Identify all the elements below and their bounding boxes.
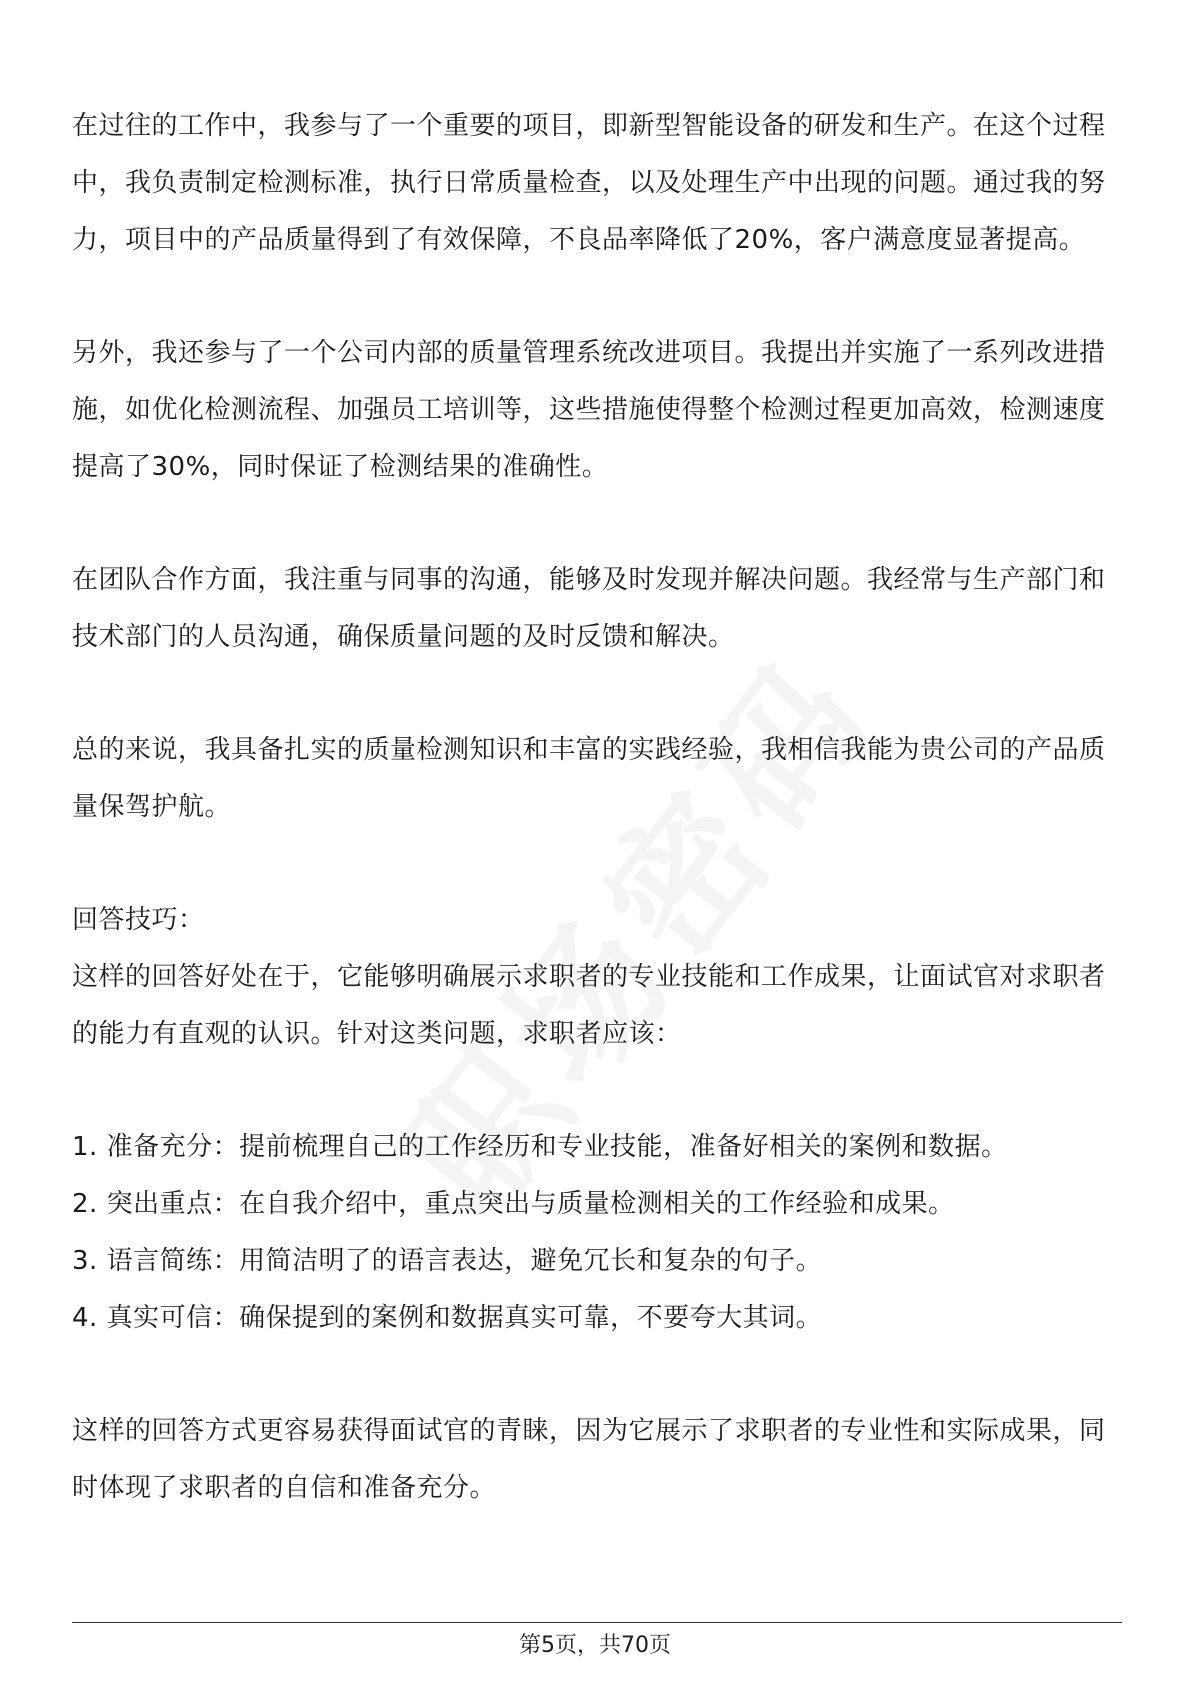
paragraph-summary: 总的来说，我具备扎实的质量检测知识和丰富的实践经验，我相信我能为贵公司的产品质量保驾护航。 <box>72 735 1106 822</box>
list-item: 2. 突出重点：在自我介绍中，重点突出与质量检测相关的工作经验和成果。 <box>72 1189 955 1219</box>
paragraph-conclusion: 这样的回答方式更容易获得面试官的青睐，因为它展示了求职者的专业性和实际成果，同时体现了求职者的自信和准备充分。 <box>72 1416 1106 1503</box>
paragraph-system-improvement: 另外，我还参与了一个公司内部的质量管理系统改进项目。我提出并实施了一系列改进措施，如优化检测流程、加强员工培训等，这些措施使得整个检测过程更加高效，检测速度提高了30%，同时保证了检测结果的准确性。 <box>72 338 1106 482</box>
tips-heading: 回答技巧： <box>72 905 205 935</box>
list-item: 3. 语言简练：用简洁明了的语言表达，避免冗长和复杂的句子。 <box>72 1246 823 1276</box>
tips-list <box>72 1119 1122 1347</box>
footer-divider <box>72 1622 1122 1623</box>
paragraph-teamwork: 在团队合作方面，我注重与同事的沟通，能够及时发现并解决问题。我经常与生产部门和技术部门的人员沟通，确保质量问题的及时反馈和解决。 <box>72 565 1106 652</box>
list-item: 4. 真实可信：确保提到的案例和数据真实可靠，不要夸大其词。 <box>72 1303 823 1333</box>
paragraph-project-experience: 在过往的工作中，我参与了一个重要的项目，即新型智能设备的研发和生产。在这个过程中，我负责制定检测标准，执行日常质量检查，以及处理生产中出现的问题。通过我的努力，项目中的产品质量得到了有效保障，不良品率降低了20%，客户满意度显著提高。 <box>72 111 1106 255</box>
paragraph-tips-intro: 这样的回答好处在于，它能够明确展示求职者的专业技能和工作成果，让面试官对求职者的能力有直观的认识。针对这类问题，求职者应该： <box>72 962 1106 1049</box>
list-item: 1. 准备充分：提前梳理自己的工作经历和专业技能，准备好相关的案例和数据。 <box>72 1132 1008 1162</box>
page-number: 第5页，共70页 <box>519 1633 671 1658</box>
page-body <box>72 98 1122 1517</box>
